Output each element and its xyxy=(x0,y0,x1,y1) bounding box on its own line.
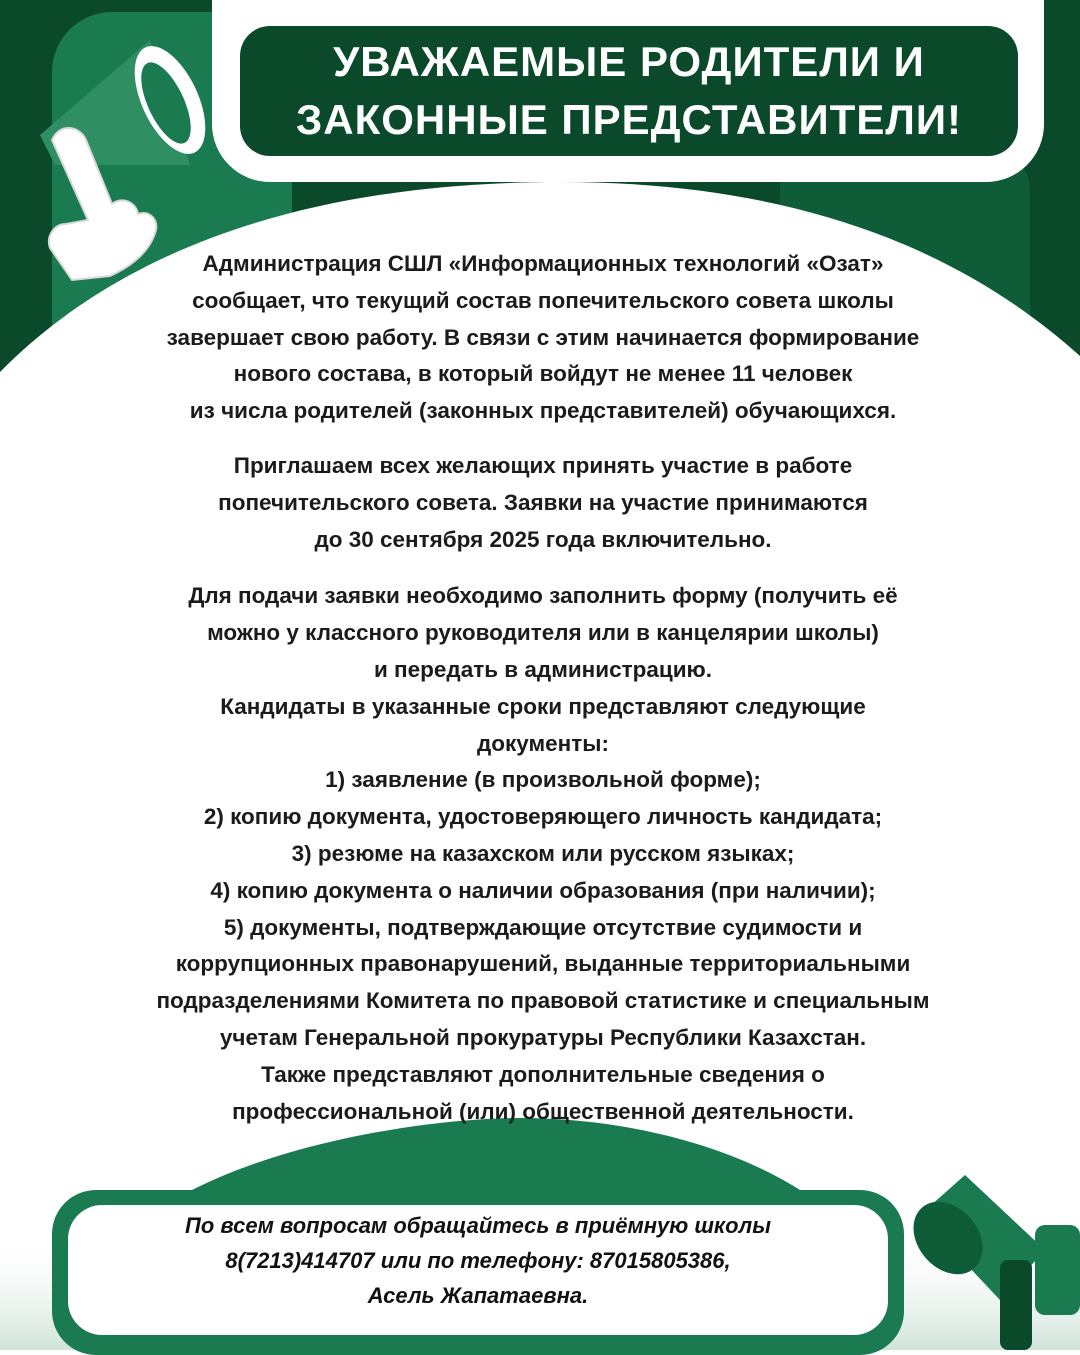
contact-person: Асель Жапатаевна. xyxy=(367,1283,589,1308)
text-line: нового состава, в который войдут не менее 11 человек xyxy=(233,361,853,387)
text-line: Также представляют дополнительные сведения о xyxy=(261,1061,825,1087)
text-line: документы: xyxy=(477,730,609,756)
title-banner xyxy=(240,26,1018,156)
spacer xyxy=(60,558,1026,578)
text-line: Кандидаты в указанные сроки представляют следующие xyxy=(220,693,866,719)
text-line: Администрация СШЛ «Информационных технологий «Озат» xyxy=(202,251,884,276)
text-line: до 30 сентября 2025 года включительно. xyxy=(314,526,772,552)
list-item-2: 2) копию документа, удостоверяющего личность кандидата; xyxy=(203,804,883,830)
list-item-4: 4) копию документа о наличии образования (при наличии); xyxy=(210,877,876,903)
list-item-3: 3) резюме на казахском или русском языках; xyxy=(291,840,795,866)
paragraph-2 xyxy=(60,448,1026,558)
text-line: подразделениями Комитета по правовой статистике и специальным xyxy=(156,988,930,1014)
list-item-1: 1) заявление (в произвольной форме); xyxy=(325,767,761,793)
paragraph-1 xyxy=(60,246,1026,430)
text-line: учетам Генеральной прокуратуры Республики Казахстан. xyxy=(219,1024,867,1050)
text-line: попечительского совета. Заявки на участие принимаются xyxy=(218,489,868,515)
contact-phone-line: 8(7213)414707 или по телефону: 87015805386, xyxy=(225,1248,731,1273)
text-line: профессиональной (или) общественной деятельности. xyxy=(232,1098,854,1124)
announcement-body xyxy=(60,246,1026,1130)
title-line-2: ЗАКОННЫЕ ПРЕДСТАВИТЕЛИ! xyxy=(295,96,962,143)
title-line-1: УВАЖАЕМЫЕ РОДИТЕЛИ И xyxy=(333,38,925,85)
text-line: из числа родителей (законных представителей) обучающихся. xyxy=(189,398,897,424)
text-line: коррупционных правонарушений, выданные территориальными xyxy=(175,951,911,977)
spacer xyxy=(60,430,1026,448)
text-line: сообщает, что текущий состав попечительского совета школы xyxy=(192,287,894,313)
contact-line-1: По всем вопросам обращайтесь в приёмную школы xyxy=(185,1213,771,1238)
text-line: завершает свою работу. В связи с этим начинается формирование xyxy=(166,324,920,350)
text-line: Приглашаем всех желающих принять участие в работе xyxy=(233,452,853,478)
list-item-5: 5) документы, подтверждающие отсутствие судимости и xyxy=(223,914,863,940)
contact-text xyxy=(78,1208,878,1313)
text-line: и передать в администрацию. xyxy=(373,656,713,682)
paragraph-3 xyxy=(60,578,1026,1130)
text-line: можно у классного руководителя или в канцелярии школы) xyxy=(207,620,879,646)
text-line: Для подачи заявки необходимо заполнить форму (получить её xyxy=(188,583,898,609)
